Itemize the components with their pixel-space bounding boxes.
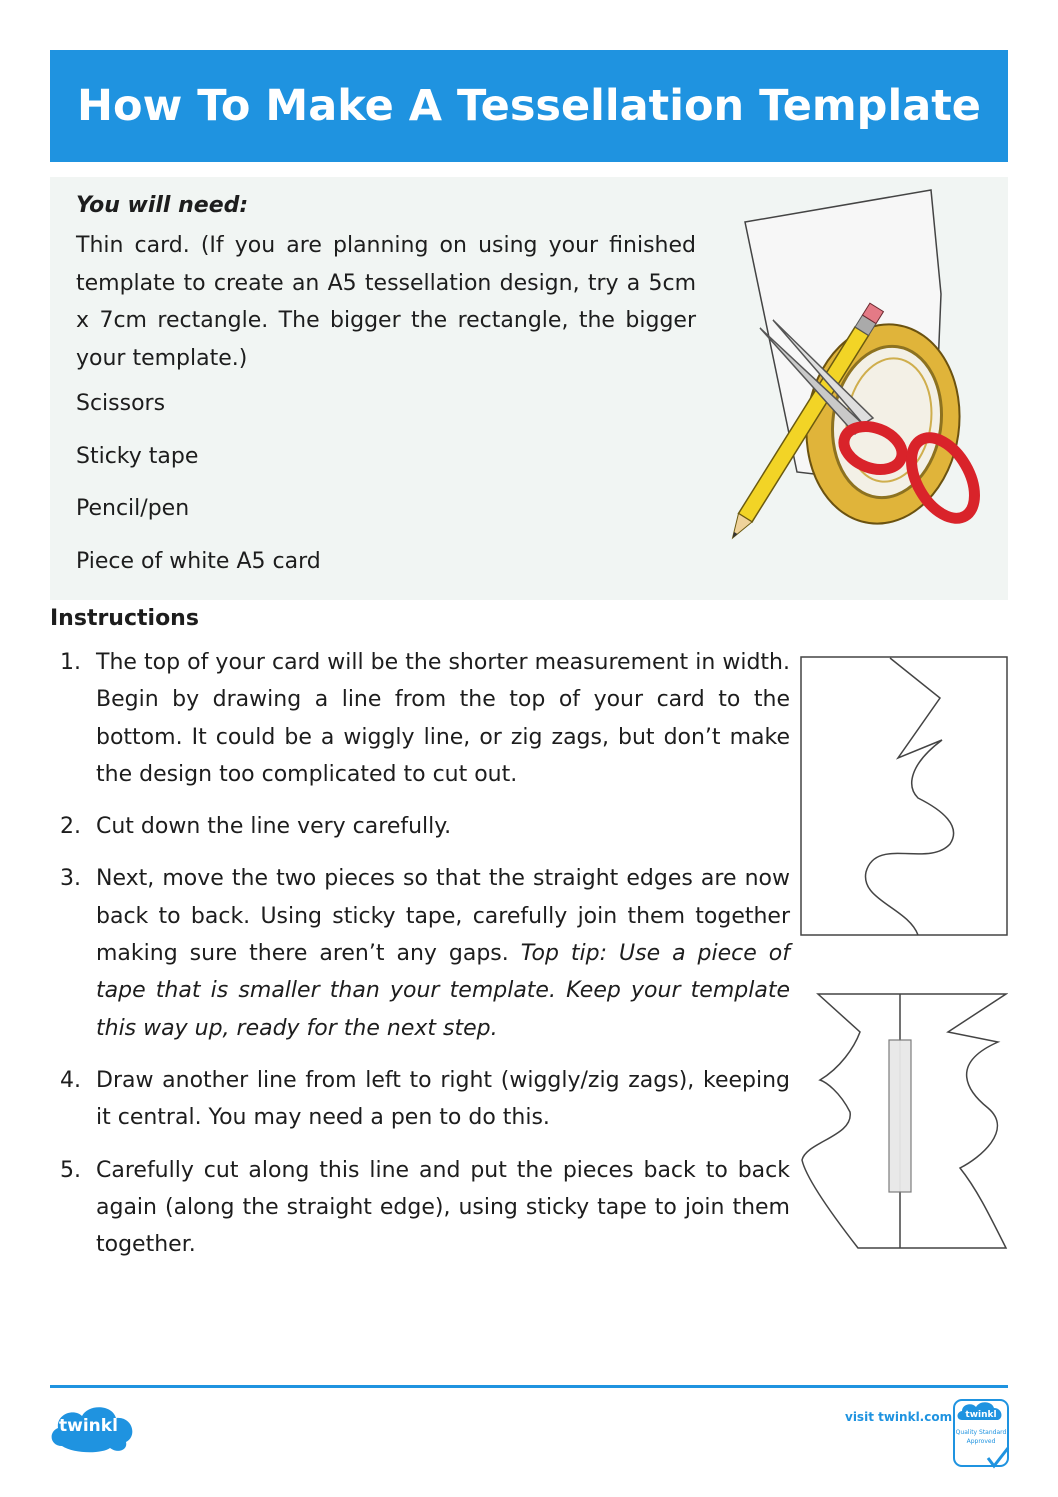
step-number: 2. bbox=[60, 814, 81, 840]
visit-link[interactable]: visit twinkl.com bbox=[845, 1410, 953, 1424]
instruction-step bbox=[50, 1152, 790, 1264]
footer-divider bbox=[50, 1385, 1008, 1388]
instruction-list bbox=[50, 644, 790, 1278]
instructions-heading: Instructions bbox=[50, 606, 199, 631]
step-tip: Top tip: Use a piece of tape that is smaller than your template. Keep your template this way up, ready for the next step. bbox=[96, 941, 790, 1041]
instruction-step bbox=[50, 1062, 790, 1137]
instruction-step bbox=[50, 808, 790, 845]
instruction-step bbox=[50, 644, 790, 793]
page-title: How To Make A Tessellation Template bbox=[77, 81, 981, 131]
logo-text: twinkl bbox=[59, 1416, 118, 1436]
step-number: 5. bbox=[60, 1157, 81, 1183]
step-text: Next, move the two pieces so that the straight edges are now back to back. Using sticky tape, carefully join them together making sure there aren’t any gaps. bbox=[96, 866, 790, 967]
materials-heading: You will need: bbox=[76, 193, 249, 218]
step-number: 4. bbox=[60, 1067, 81, 1093]
svg-text:Quality Standard: Quality Standard bbox=[955, 1429, 1007, 1436]
title-banner bbox=[50, 50, 1008, 162]
material-item: Piece of white A5 card bbox=[76, 549, 321, 574]
step-number: 3. bbox=[60, 866, 81, 892]
step-number: 1. bbox=[60, 650, 81, 675]
material-item: Pencil/pen bbox=[76, 496, 190, 521]
instruction-step bbox=[50, 860, 790, 1046]
tessellation-card-diagram bbox=[800, 656, 1008, 936]
badge-text: twinkl bbox=[965, 1410, 997, 1420]
step-text: Cut down the line very carefully. bbox=[96, 814, 452, 840]
scissors-tape-pencil-illustration bbox=[705, 188, 987, 558]
step-text: The top of your card will be the shorter measurement in width. Begin by drawing a line from the top of your card to the bottom. It could be a wiggly line, or zig zags, but don’t make the design too complicated to cut out. bbox=[96, 650, 790, 787]
materials-description: Thin card. (If you are planning on using your finished template to create an A5 tessellation design, try a 5cm x 7cm rectangle. The bigger the rectangle, the bigger your template.) bbox=[76, 233, 696, 371]
taped-template-diagram bbox=[800, 992, 1008, 1250]
material-item: Scissors bbox=[76, 391, 166, 416]
quality-badge-icon bbox=[950, 1398, 1012, 1474]
svg-text:Approved: Approved bbox=[966, 1438, 996, 1445]
step-text: Carefully cut along this line and put the pieces back to back again (along the straight edge), using sticky tape to join them together. bbox=[96, 1157, 790, 1258]
material-item: Sticky tape bbox=[76, 444, 199, 469]
step-text: Draw another line from left to right (wiggly/zig zags), keeping it central. You may need a pen to do this. bbox=[96, 1067, 790, 1131]
